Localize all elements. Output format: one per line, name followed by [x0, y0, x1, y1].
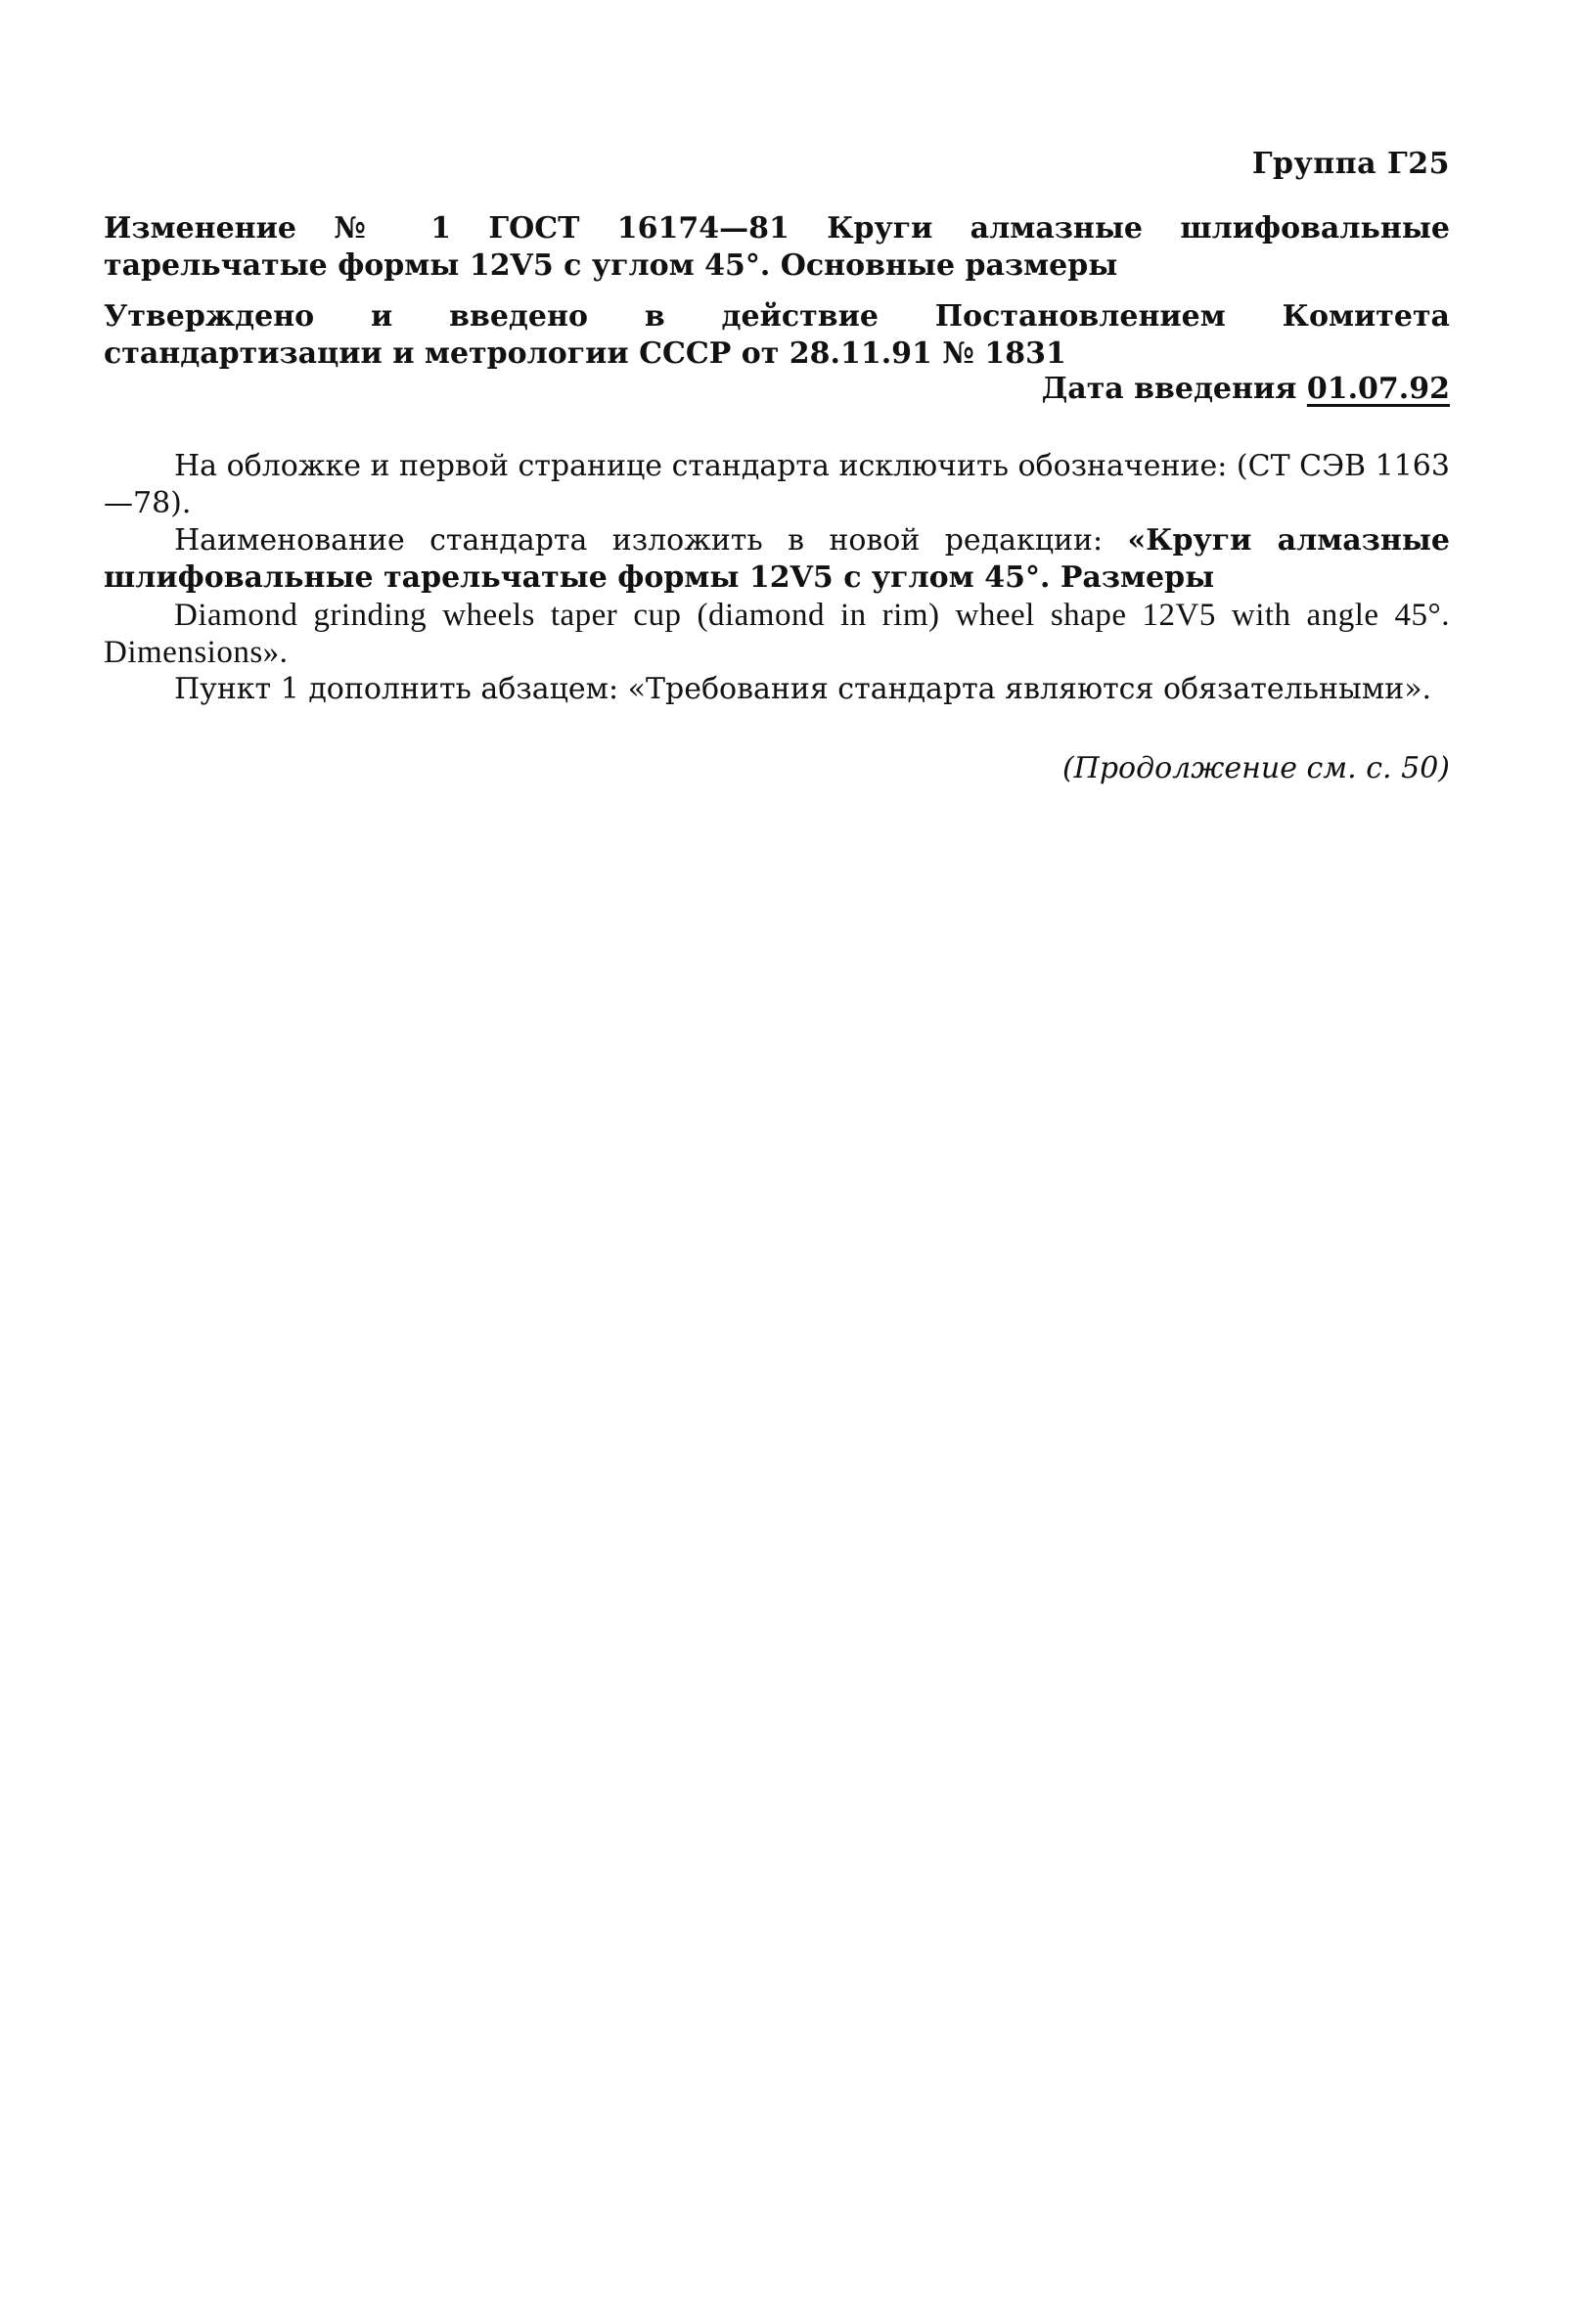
effective-date-label: Дата введения: [1041, 372, 1297, 406]
effective-date: [1042, 372, 1450, 406]
approval-statement: Утверждено и введено в действие Постановлением Комитета стандартизации и метрологии СССР от 28.11.91 № 1831: [104, 299, 1450, 371]
new-title-russian: «Круги алмазные шлифовальные тарельчатые формы 12V5 с углом 45°. Размеры: [104, 523, 1450, 595]
continuation-note: (Продолжение см. с. 50): [1061, 751, 1450, 785]
change-title: Изменение № 1 ГОСТ 16174—81 Круги алмазные шлифовальные тарельчатые формы 12V5 с углом 45°. Основные размеры: [104, 211, 1450, 283]
paragraph-new-title: [104, 522, 1450, 597]
paragraph-cover-change: На обложке и первой странице стандарта исключить обозначение: (СТ СЭВ 1163—78).: [104, 449, 1450, 520]
document-body: [104, 448, 1450, 708]
new-title-english: Diamond grinding wheels taper cup (diamond in rim) wheel shape 12V5 with angle 45°. Dimensions».: [104, 598, 1450, 670]
paragraph-new-title-prefix: Наименование стандарта изложить в новой редакции:: [174, 523, 1128, 558]
effective-date-value: 01.07.92: [1306, 372, 1450, 406]
paragraph-clause-1: Пункт 1 дополнить абзацем: «Требования стандарта являются обязательными».: [174, 672, 1432, 706]
group-code: Группа Г25: [1251, 147, 1450, 181]
